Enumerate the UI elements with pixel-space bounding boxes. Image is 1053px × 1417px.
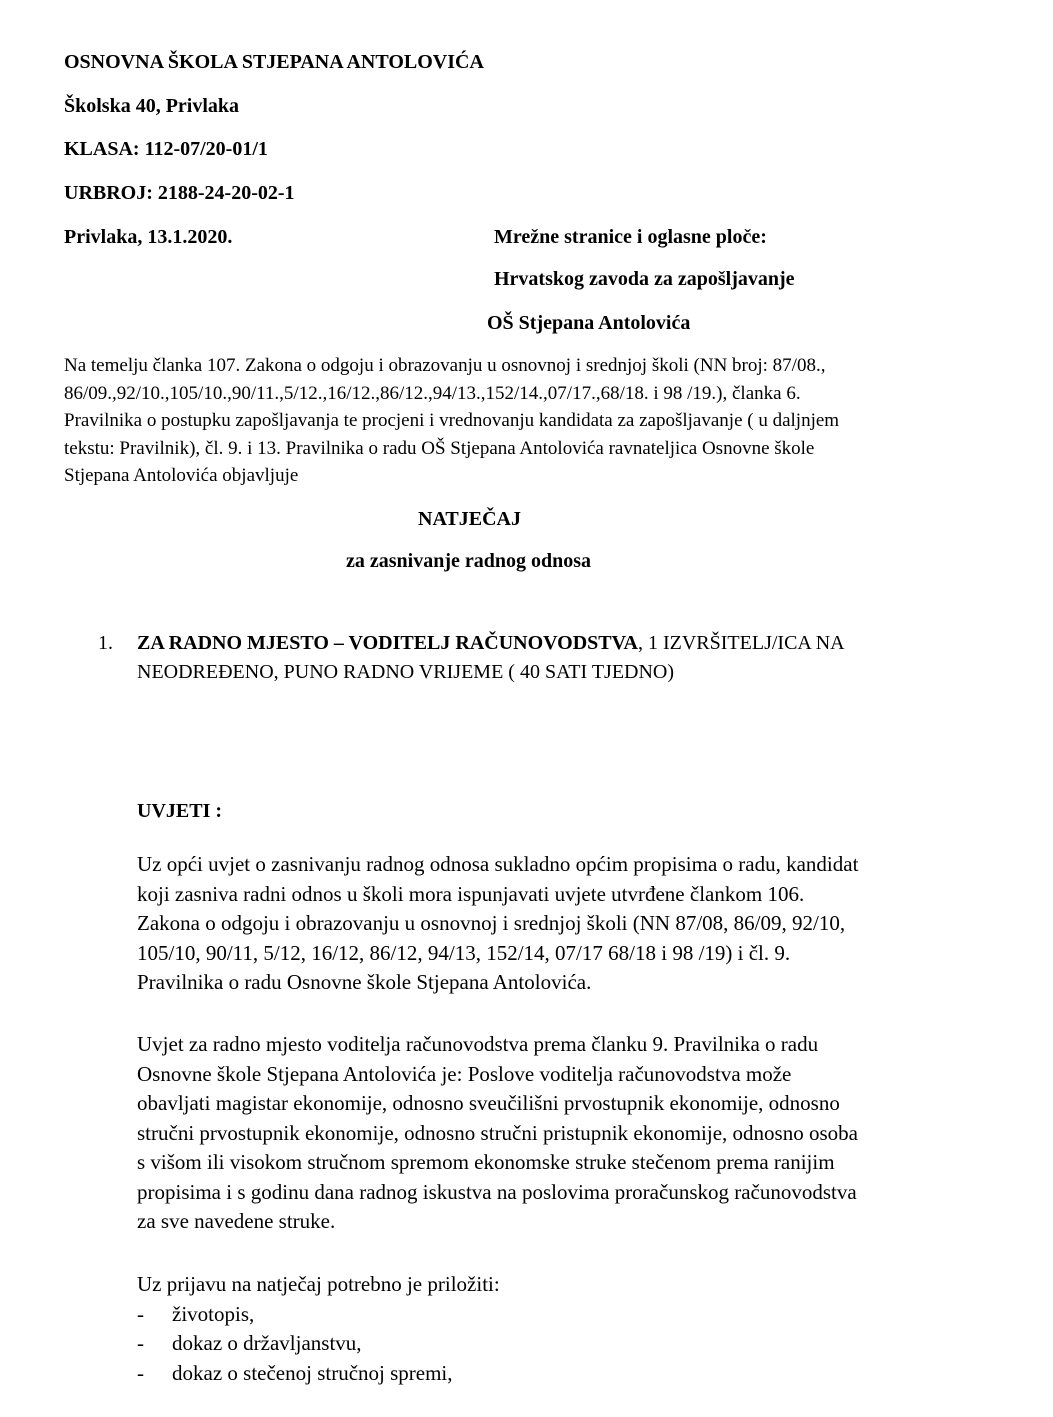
intro-line: Na temelju članka 107. Zakona o odgoju i obrazovanju u osnovnoj i srednjoj školi (NN broj: 87/08., [64, 355, 826, 376]
klasa-number: KLASA: 112-07/20-01/1 [64, 138, 268, 160]
paragraph-line: za sve navedene struke. [137, 1209, 336, 1233]
intro-line: Pravilnika o postupku zapošljavanja te procjeni i vrednovanju kandidata za zapošljavanje ( u daljnjem [64, 410, 840, 431]
conditions-paragraph-1 [137, 850, 858, 998]
position-line-2: NEODREĐENO, PUNO RADNO VRIJEME ( 40 SATI TJEDNO) [137, 661, 675, 683]
bullet-dash: - [137, 1331, 144, 1355]
paragraph-line: Pravilnika o radu Osnovne škole Stjepana Antolovića. [137, 970, 592, 994]
position-description [137, 629, 845, 687]
paragraph-line: Zakona o odgoju i obrazovanju u osnovnoj i srednjoj školi (NN 87/08, 86/09, 92/10, [137, 911, 846, 935]
document-title: NATJEČAJ [418, 508, 521, 530]
bullet-dash: - [137, 1360, 144, 1385]
paragraph-line: obavljati magistar ekonomije, odnosno sveučilišni prvostupnik ekonomije, odnosno [137, 1091, 840, 1115]
intro-line: 86/09.,92/10.,105/10.,90/11.,5/12.,16/12.,86/12.,94/13.,152/14.,07/17.,68/18. i 98 /19.), članka 6. [64, 382, 801, 404]
paragraph-line: Uz opći uvjet o zasnivanju radnog odnosa sukladno općim propisima o radu, kandidat [137, 852, 859, 876]
list-item [137, 1329, 500, 1359]
conditions-heading: UVJETI : [137, 800, 223, 822]
paragraph-line: propisima i s godinu dana radnog iskustva na poslovima proračunskog računovodstva [137, 1179, 857, 1204]
paragraph-line: 105/10, 90/11, 5/12, 16/12, 86/12, 94/13, 152/14, 07/17 68/18 i 98 /19) i čl. 9. [137, 940, 791, 965]
attachments-section [137, 1270, 500, 1388]
list-item-text: dokaz o državljanstvu, [172, 1331, 362, 1355]
document-subtitle: za zasnivanje radnog odnosa [346, 550, 592, 572]
position-title: ZA RADNO MJESTO – VODITELJ RAČUNOVODSTVA [137, 632, 638, 654]
paragraph-line: stručni prvostupnik ekonomije, odnosno stručni pristupnik ekonomije, odnosno osoba [137, 1120, 858, 1145]
position-number: 1. [98, 632, 113, 654]
recipient-line-1: Mrežne stranice i oglasne ploče: [494, 226, 767, 248]
list-item [137, 1359, 500, 1389]
bullet-dash: - [137, 1301, 144, 1326]
paragraph-line: Osnovne škole Stjepana Antolovića je: Poslove voditelja računovodstva može [137, 1061, 792, 1086]
position-line-1 [137, 629, 845, 658]
school-name: OSNOVNA ŠKOLA STJEPANA ANTOLOVIĆA [64, 51, 484, 73]
recipient-line-2: Hrvatskog zavoda za zapošljavanje [494, 268, 795, 290]
paragraph-line: Uvjet za radno mjesto voditelja računovodstva prema članku 9. Pravilnika o radu [137, 1032, 819, 1056]
list-item-text: dokaz o stečenoj stručnoj spremi, [172, 1360, 453, 1385]
place-date: Privlaka, 13.1.2020. [64, 226, 233, 248]
position-detail: , 1 IZVRŠITELJ/ICA NA [637, 632, 845, 654]
attachments-intro: Uz prijavu na natječaj potrebno je priložiti: [137, 1272, 500, 1296]
paragraph-line: s višom ili visokom stručnom spremom ekonomske struke stečenom prema ranijim [137, 1150, 835, 1174]
list-item [137, 1300, 500, 1330]
urbroj-number: URBROJ: 2188-24-20-02-1 [64, 182, 295, 204]
conditions-paragraph-2 [137, 1030, 858, 1237]
intro-line: tekstu: Pravilnik), čl. 9. i 13. Pravilnika o radu OŠ Stjepana Antolovića ravnateljica Osnovne škole [64, 437, 815, 459]
intro-line: Stjepana Antolovića objavljuje [64, 465, 299, 486]
school-address: Školska 40, Privlaka [64, 95, 240, 117]
paragraph-line: koji zasniva radni odnos u školi mora ispunjavati uvjete utvrđene člankom 106. [137, 881, 805, 906]
intro-paragraph [64, 352, 1004, 490]
list-item-text: životopis, [172, 1301, 255, 1326]
recipient-line-3: OŠ Stjepana Antolovića [487, 312, 691, 334]
